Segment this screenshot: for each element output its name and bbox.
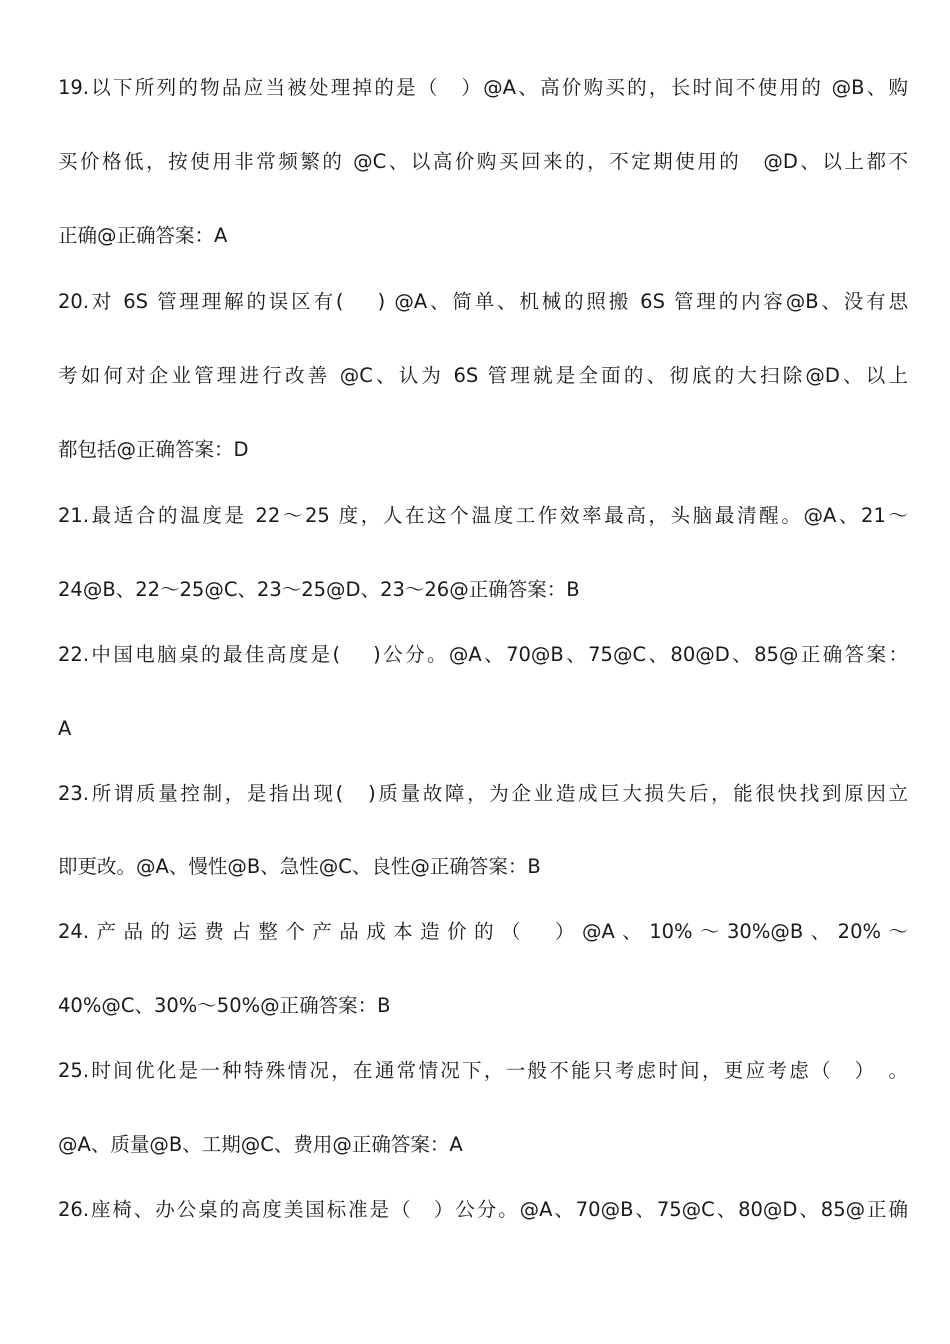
q24-line-2: 40%@C、30%～50%@正确答案：B	[58, 994, 391, 1017]
q25-line-1: 25.时间优化是一种特殊情况，在通常情况下，一般不能只考虑时间，更应考虑（ ） 。	[58, 1059, 908, 1082]
q19-line-3: 正确@正确答案：A	[58, 224, 228, 247]
q21-line-1: 21.最适合的温度是 22～25 度，人在这个温度工作效率最高，头脑最清醒。@A、21～	[58, 504, 908, 527]
q26-line-1: 26.座椅、办公桌的高度美国标准是（ ）公分。@A、70@B、75@C、80@D、85@正确	[58, 1198, 908, 1221]
q19-line-1: 19.以下所列的物品应当被处理掉的是（ ）@A、高价购买的，长时间不使用的 @B、购	[58, 76, 908, 99]
q20-line-3: 都包括@正确答案：D	[58, 438, 249, 461]
q23-line-2: 即更改。@A、慢性@B、急性@C、良性@正确答案：B	[58, 855, 541, 878]
q24-line-1: 24.产品的运费占整个产品成本造价的（ ）@A、10%～30%@B、20%～	[58, 920, 908, 943]
q19-line-2: 买价格低，按使用非常频繁的 @C、以高价购买回来的，不定期使用的 @D、以上都不	[58, 150, 908, 173]
q21-line-2: 24@B、22～25@C、23～25@D、23～26@正确答案：B	[58, 578, 580, 601]
q22-line-1: 22.中国电脑桌的最佳高度是( )公分。@A、70@B、75@C、80@D、85@正确答案：	[58, 643, 908, 666]
q20-line-1: 20.对 6S 管理理解的误区有( ) @A、简单、机械的照搬 6S 管理的内容@B、没有思	[58, 290, 908, 313]
q25-line-2: @A、质量@B、工期@C、费用@正确答案：A	[58, 1133, 463, 1156]
q22-line-2: A	[58, 717, 72, 740]
q20-line-2: 考如何对企业管理进行改善 @C、认为 6S 管理就是全面的、彻底的大扫除@D、以上	[58, 364, 908, 387]
q23-line-1: 23.所谓质量控制，是指出现( )质量故障，为企业造成巨大损失后，能很快找到原因立	[58, 782, 908, 805]
